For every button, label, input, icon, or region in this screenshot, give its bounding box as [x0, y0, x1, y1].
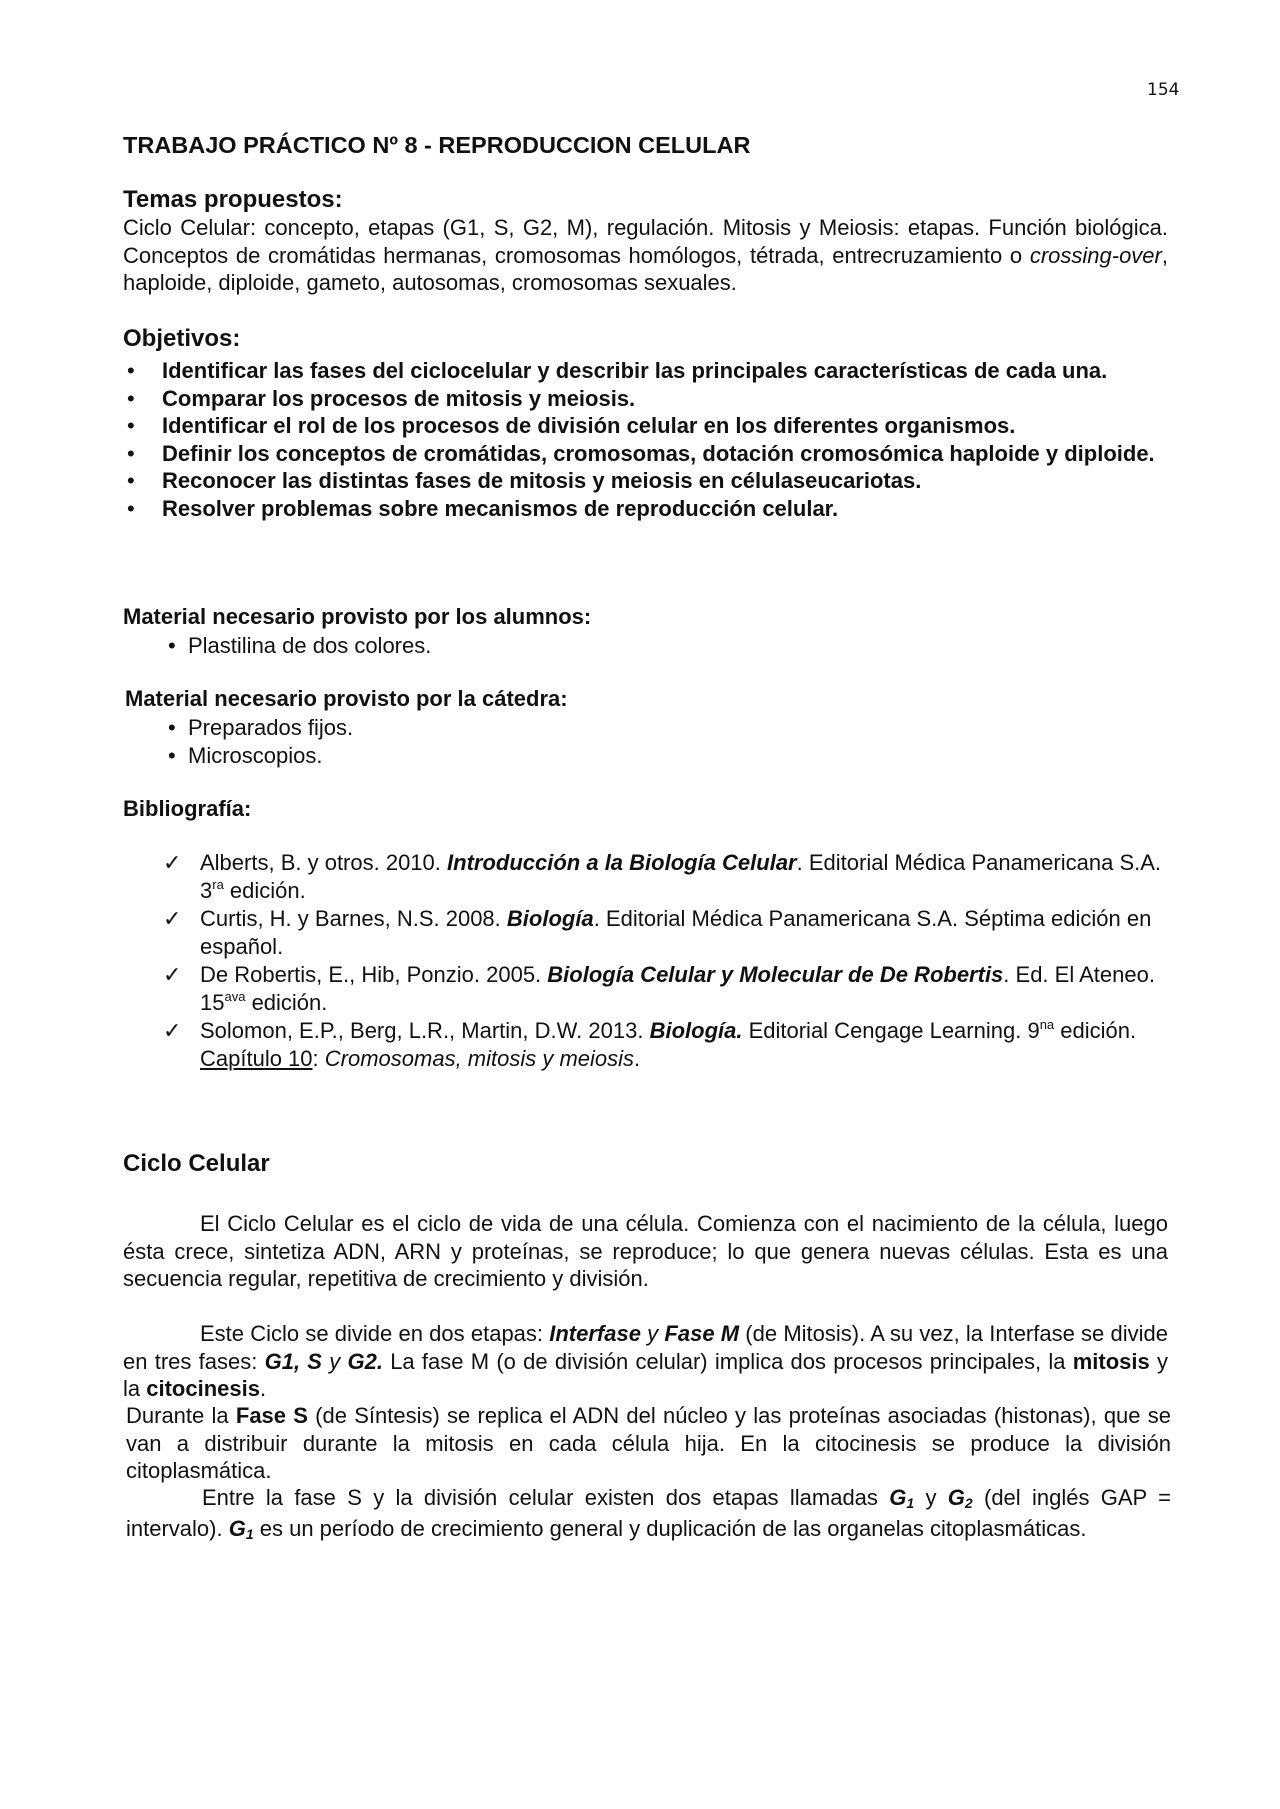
material-alumnos-list: [168, 632, 432, 660]
material-catedra-heading: Material necesario provisto por la cátedra:: [125, 686, 568, 711]
ciclo-paragraph-2: Este Ciclo se divide en dos etapas: Interfase y Fase M (de Mitosis). A su vez, la Interfase se divide en tres fases: G1, S y G2. La fase M (o de división celular) implica dos procesos principales, la mitosis y la citocinesis.: [123, 1321, 1168, 1401]
bullet-icon: •: [127, 358, 135, 383]
checkmark-icon: ✓: [163, 906, 182, 931]
list-item: • Resolver problemas sobre mecanismos de reproducción celular.: [127, 495, 839, 521]
ciclo-paragraph-1: El Ciclo Celular es el ciclo de vida de una célula. Comienza con el nacimiento de la célula, luego ésta crece, sintetiza ADN, ARN y proteínas, se reproduce; lo que genera nuevas células. Esta es una secuencia regular, repetitiva de crecimiento y división.: [123, 1211, 1168, 1291]
bibliografia-heading: Bibliografía:: [123, 796, 252, 821]
list-item: • Definir los conceptos de cromátidas, cromosomas, dotación cromosómica haploide y diploide.: [127, 440, 1155, 466]
list-item: ✓ Curtis, H. y Barnes, N.S. 2008. Biología. Editorial Médica Panamericana S.A. Séptima edición en español.: [163, 906, 1152, 959]
list-item: ✓ De Robertis, E., Hib, Ponzio. 2005. Biología Celular y Molecular de De Robertis. Ed. El Ateneo. $15^{ava}$ edición.: [163, 962, 1155, 1015]
list-item: • Microscopios.: [168, 742, 323, 768]
list-item: • Preparados fijos.: [168, 715, 354, 740]
list-item: • Identificar las fases del ciclocelular y describir las principales características de cada una.: [127, 358, 1108, 383]
bullet-icon: •: [168, 742, 176, 768]
checkmark-icon: ✓: [163, 962, 182, 987]
ciclo-heading: Ciclo Celular: [123, 1150, 270, 1177]
bullet-icon: •: [127, 468, 135, 493]
bullet-icon: •: [127, 495, 135, 521]
material-alumnos-heading: Material necesario provisto por los alumnos:: [123, 604, 592, 629]
bullet-icon: •: [127, 385, 135, 411]
page-number: 154: [1147, 80, 1180, 100]
list-item: • Plastilina de dos colores.: [168, 633, 432, 658]
page-title: TRABAJO PRÁCTICO Nº 8 - REPRODUCCION CELULAR: [123, 132, 751, 158]
bullet-icon: •: [168, 715, 176, 740]
objetivos-list: [123, 357, 1173, 522]
bullet-icon: •: [127, 440, 135, 466]
bullet-icon: •: [168, 633, 176, 658]
checkmark-icon: ✓: [163, 850, 182, 875]
bullet-icon: •: [127, 413, 135, 438]
list-item: ✓ Alberts, B. y otros. 2010. Introducción a la Biología Celular. Editorial Médica Panamericana S.A. $3^{ra}$ edición.: [163, 850, 1162, 903]
temas-heading: Temas propuestos:: [123, 186, 343, 213]
ciclo-paragraph-4: Entre la fase S y la división celular existen dos etapas llamadas G1 y G2 (del inglés GAP = intervalo). G1 es un período de crecimiento general y duplicación de las organelas citoplasmáticas.: [126, 1485, 1171, 1542]
material-catedra-list: [168, 714, 354, 769]
checkmark-icon: ✓: [163, 1018, 182, 1043]
list-item: ✓ Solomon, E.P., Berg, L.R., Martin, D.W. 2013. Biología. Editorial Cengage Learning. $9^{na}$ edición. Capítulo 10: Cromosomas, mitosis y meiosis.: [163, 1016, 1137, 1071]
bibliografia-list: [123, 849, 1183, 1073]
temas-text: Ciclo Celular: concepto, etapas (G1, S, G2, M), regulación. Mitosis y Meiosis: etapas. Función biológica. Conceptos de cromátidas hermanas, cromosomas homólogos, tétrada, entrecruzamiento o crossing-over, haploide, diploide, gameto, autosomas, cromosomas sexuales.: [123, 215, 1168, 295]
objetivos-heading: Objetivos:: [123, 325, 241, 352]
list-item: • Reconocer las distintas fases de mitosis y meiosis en célulaseucariotas.: [127, 468, 922, 493]
ciclo-paragraph-3: Durante la Fase S (de Síntesis) se replica el ADN del núcleo y las proteínas asociadas (histonas), que se van a distribuir durante la mitosis en cada célula hija. En la citocinesis se produce la división citoplasmática.: [126, 1403, 1172, 1483]
list-item: • Identificar el rol de los procesos de división celular en los diferentes organismos.: [127, 413, 1016, 438]
list-item: • Comparar los procesos de mitosis y meiosis.: [127, 385, 636, 411]
